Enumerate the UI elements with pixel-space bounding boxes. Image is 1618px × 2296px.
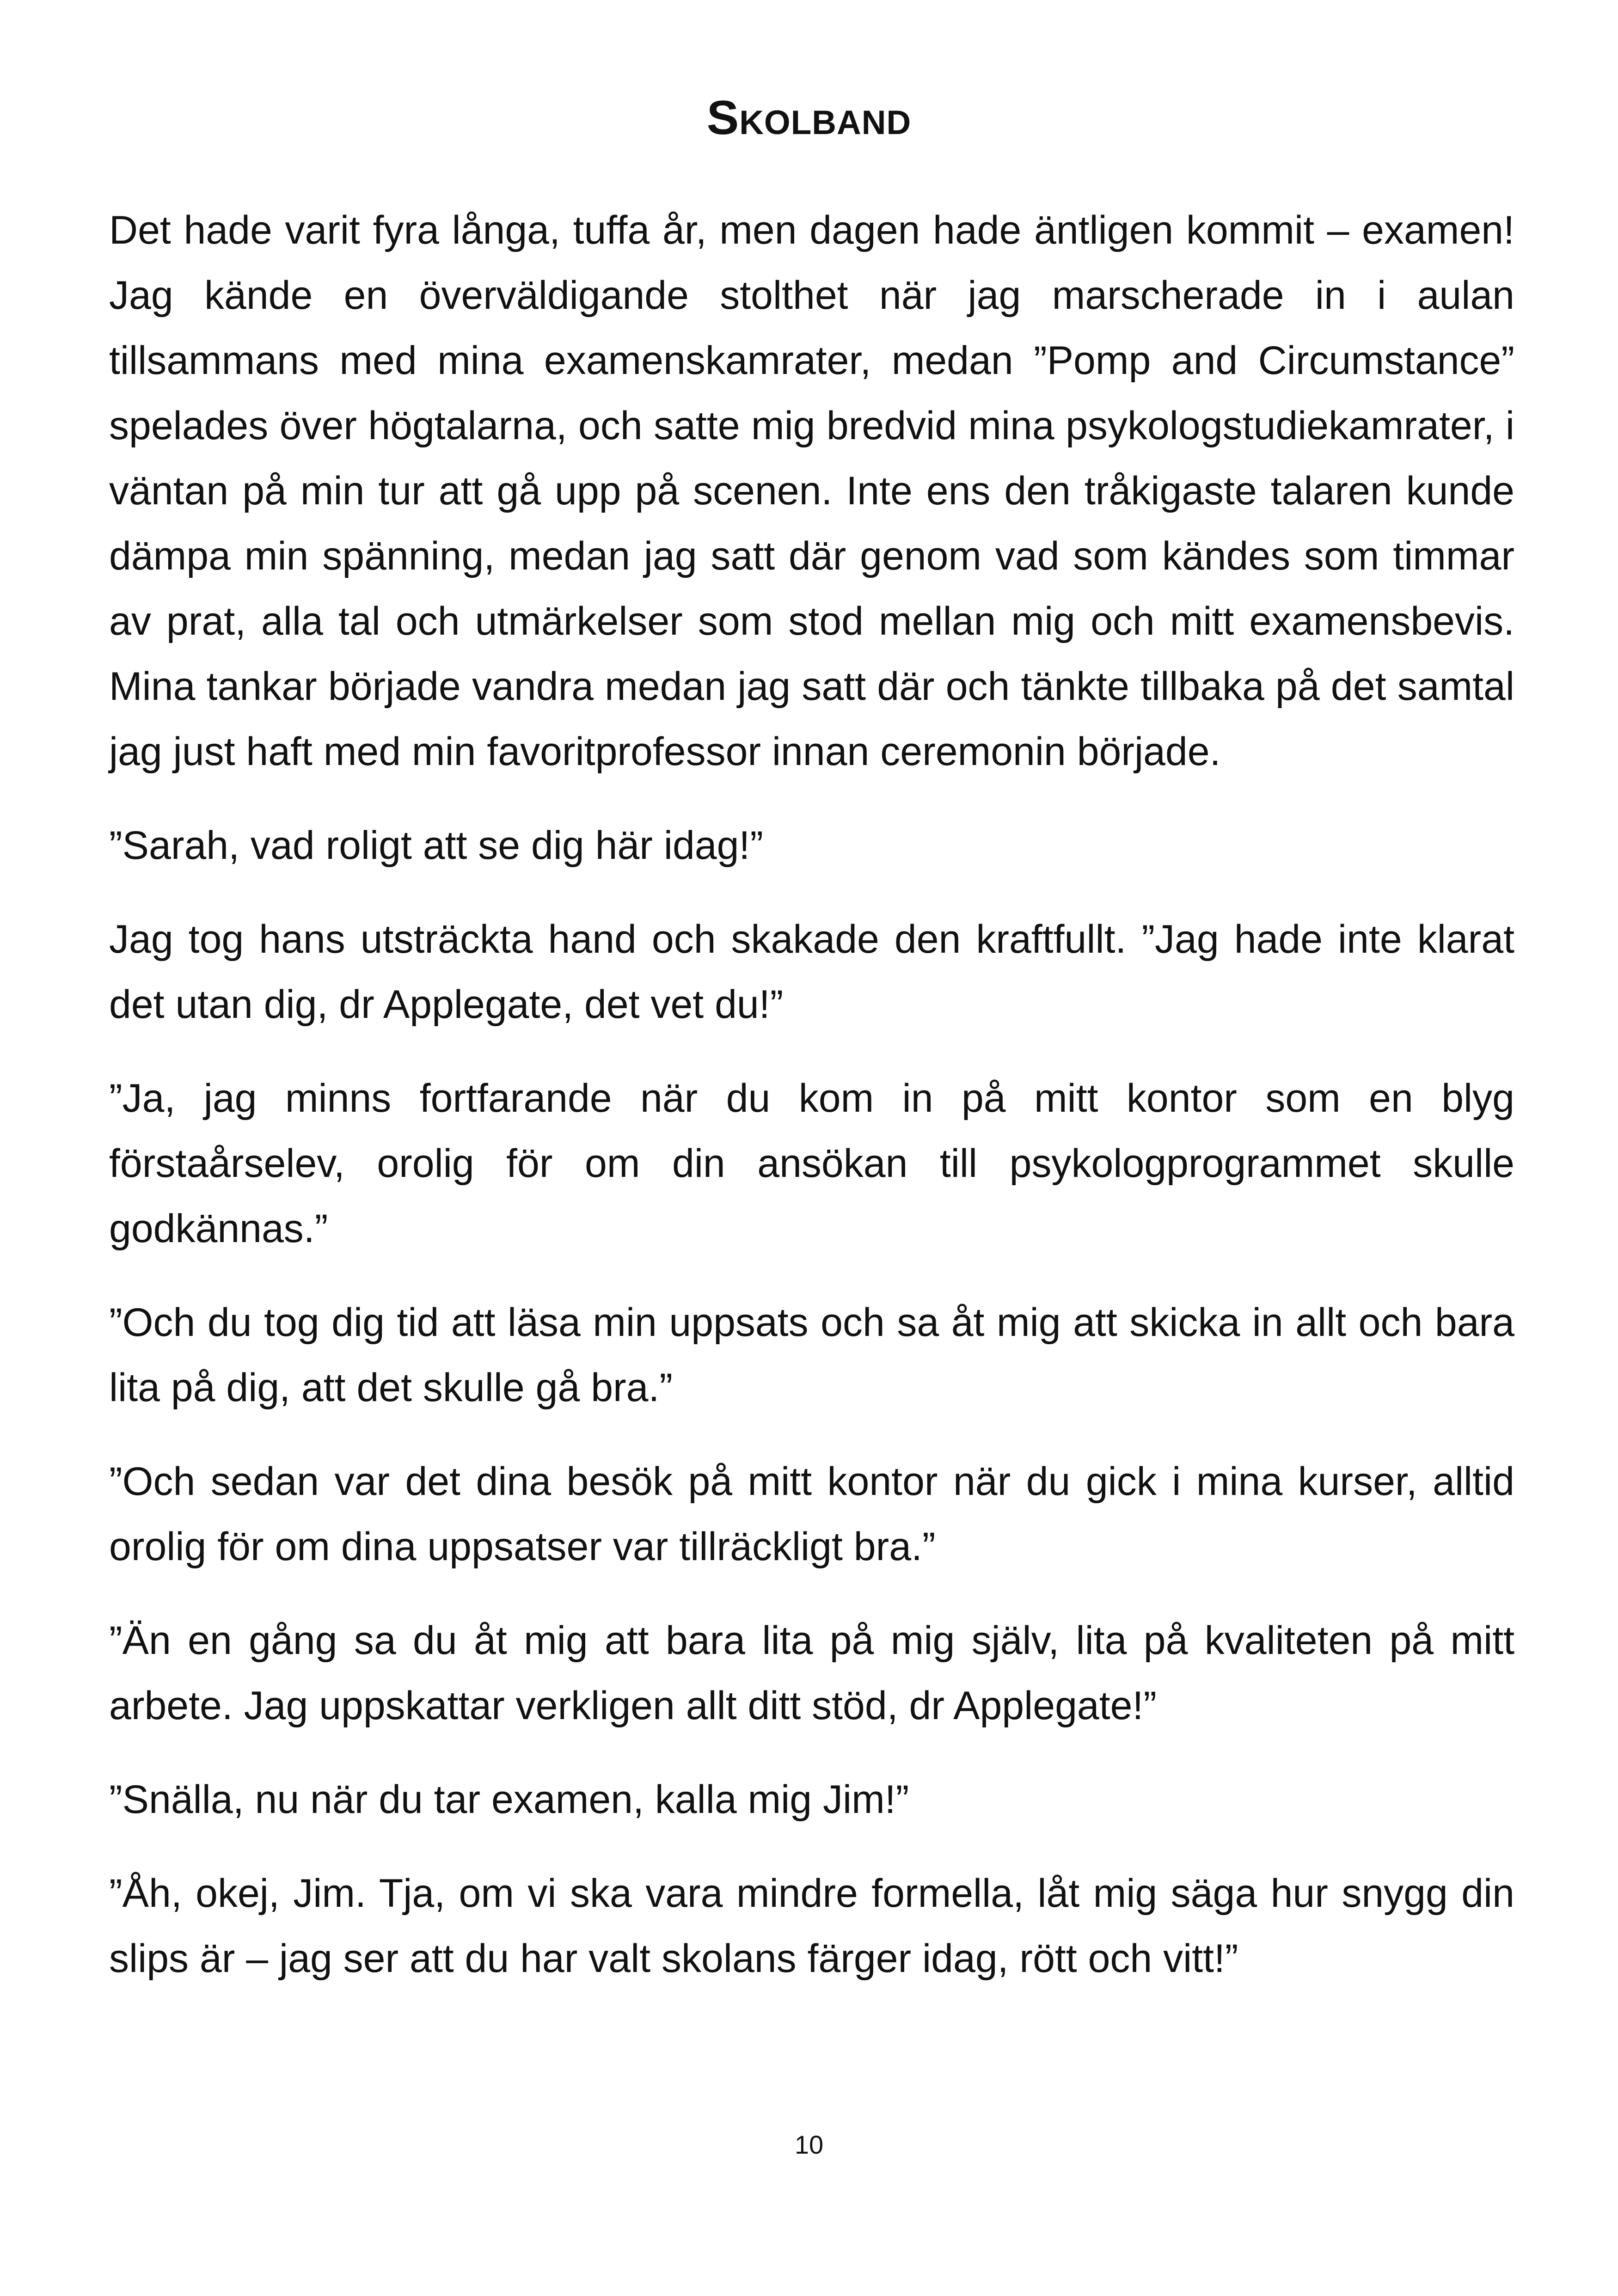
paragraph-6: ”Och sedan var det dina besök på mitt kontor när du gick i mina kurser, alltid orolig för om dina uppsatser var tillräckligt bra.” — [109, 1459, 1514, 1569]
paragraph-9: ”Åh, okej, Jim. Tja, om vi ska vara mindre formella, låt mig säga hur snygg din slips är – jag ser att du har valt skolans färger idag, rött och vitt!” — [109, 1871, 1514, 1981]
paragraph-8: ”Snälla, nu när du tar examen, kalla mig Jim!” — [109, 1777, 909, 1822]
paragraph-5: ”Och du tog dig tid att läsa min uppsats och sa åt mig att skicka in allt och bara lita på dig, att det skulle gå bra.” — [109, 1300, 1514, 1410]
paragraph-3: Jag tog hans utsträckta hand och skakade den kraftfullt. ”Jag hade inte klarat det utan dig, dr Applegate, det vet du!” — [109, 917, 1514, 1027]
chapter-title: Skolband — [706, 91, 912, 145]
paragraph-7: ”Än en gång sa du åt mig att bara lita på mig själv, lita på kvaliteten på mitt arbete. Jag uppskattar verkligen allt ditt stöd, dr Applegate!” — [109, 1618, 1514, 1728]
paragraph-1: Det hade varit fyra långa, tuffa år, men dagen hade äntligen kommit – examen! Jag kände en överväldigande stolthet när jag marscherade in i aulan tillsammans med mina examenskamrater, medan ”Pomp and Circumstance” spelades över högtalarna, och satte mig bredvid mina psykologstudiekamrater, i väntan på min tur att gå upp på scenen. Inte ens den tråkigaste talaren kunde dämpa min spänning, medan jag satt där genom vad som kändes som timmar av prat, alla tal och utmärkelser som stod mellan mig och mitt examensbevis. Mina tankar började vandra medan jag satt där och tänkte tillbaka på det samtal jag just haft med min favoritprofessor innan ceremonin började. — [109, 208, 1514, 774]
paragraph-4: ”Ja, jag minns fortfarande när du kom in på mitt kontor som en blyg förstaårselev, orolig för om din ansökan till psykologprogrammet skulle godkännas.” — [109, 1076, 1514, 1251]
paragraph-2: ”Sarah, vad roligt att se dig här idag!” — [109, 823, 763, 868]
page-number: 10 — [794, 2130, 824, 2159]
body-text — [109, 198, 1514, 2020]
